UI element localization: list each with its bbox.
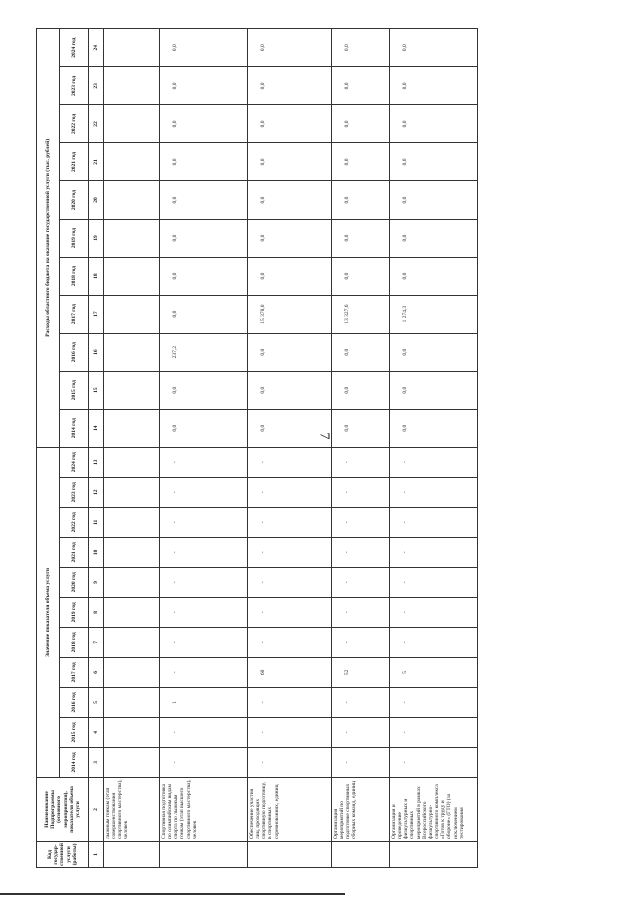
expense-value: 0,0 [160,143,248,181]
volume-value: - [390,627,478,657]
volume-value: - [160,717,248,747]
column-number: 22 [89,105,104,143]
volume-value: - [160,747,248,777]
expense-value: 13 327,6 [332,295,390,333]
expense-value: 0,0 [332,371,390,409]
column-number: 24 [89,29,104,67]
table-row [104,29,160,868]
volume-value: - [248,717,332,747]
row-code [248,841,332,867]
expense-value [104,333,160,371]
row-name: Организация и проведение физкультурных и спортивных мероприятий в рамках Всероссийского физкультурно-спортивного комплекса «Готов к труду и обороне» (ГТО) (за исключением тестирования [390,777,478,841]
header-volume-group: Значение показателя объема услуги [37,447,60,777]
volume-year-header: 2015 год [60,717,89,747]
volume-value: 5 [390,657,478,687]
volume-value: - [390,447,478,477]
column-numbers-row [89,29,104,868]
column-number: 11 [89,507,104,537]
column-number: 13 [89,447,104,477]
expense-value: 0,0 [332,143,390,181]
row-name: Обеспечение участия лиц, проходящих спортивную подготовку, в спортивных соревнованиях, единиц [248,777,332,841]
expense-value: 0,0 [390,143,478,181]
volume-value: - [332,537,390,567]
column-number: 4 [89,717,104,747]
volume-year-header: 2024 год [60,447,89,477]
rotated-table-container [36,28,626,868]
volume-value: - [248,747,332,777]
expense-value [104,219,160,257]
header-row-1 [37,29,60,868]
volume-value [104,597,160,627]
volume-year-header: 2023 год [60,477,89,507]
expense-value [104,105,160,143]
expense-value: 0,0 [332,67,390,105]
expense-year-header: 2016 год [60,333,89,371]
volume-value: - [160,477,248,507]
expense-value: 0,0 [248,333,332,371]
volume-value: - [332,477,390,507]
expense-value: 0,0 [248,219,332,257]
volume-year-header: 2021 год [60,537,89,567]
expense-value [104,67,160,105]
row-code [390,841,478,867]
volume-year-header: 2017 год [60,657,89,687]
volume-value: - [332,597,390,627]
column-number: 3 [89,747,104,777]
expense-value: 0,0 [248,181,332,219]
expense-year-header: 2017 год [60,295,89,333]
volume-value: - [160,507,248,537]
volume-year-header: 2022 год [60,507,89,537]
expense-value: 0,0 [160,371,248,409]
volume-value: - [248,507,332,537]
expense-value: 0,0 [160,29,248,67]
volume-value [104,537,160,567]
column-number: 17 [89,295,104,333]
expense-year-header: 2024 год [60,29,89,67]
column-number: 6 [89,657,104,687]
volume-value [104,477,160,507]
column-number: 2 [89,777,104,841]
volume-value: 52 [332,657,390,687]
expense-value: 237,2 [160,333,248,371]
volume-value: - [248,447,332,477]
volume-value: - [390,567,478,597]
volume-value: - [390,717,478,747]
column-number: 5 [89,687,104,717]
volume-value [104,627,160,657]
expense-value: 0,0 [390,257,478,295]
column-number: 20 [89,181,104,219]
row-code [160,841,248,867]
column-number: 18 [89,257,104,295]
expense-value: 0,0 [160,219,248,257]
expense-value [104,371,160,409]
column-number: 21 [89,143,104,181]
expense-value: 0,0 [160,67,248,105]
table-row [248,29,332,868]
expense-value [104,143,160,181]
volume-value [104,447,160,477]
expense-value: 1 274,3 [390,295,478,333]
expense-value: 0,0 [332,181,390,219]
expense-value: 0,0 [390,219,478,257]
expense-value: 0,0 [248,67,332,105]
volume-value: - [248,597,332,627]
volume-value: - [390,507,478,537]
volume-value [104,717,160,747]
expense-value: 0,0 [160,181,248,219]
volume-value: - [332,717,390,747]
expense-value: 0,0 [248,371,332,409]
column-number: 10 [89,537,104,567]
expense-value: 0,0 [390,67,478,105]
volume-value: - [390,687,478,717]
expense-year-header: 2019 год [60,219,89,257]
header-code: Код государ-ственной услуги (работы) [37,841,89,867]
volume-value [104,747,160,777]
volume-value: - [248,687,332,717]
expense-value: 0,0 [390,371,478,409]
expense-value: 0,0 [332,409,390,447]
volume-value: - [160,597,248,627]
volume-value: - [160,627,248,657]
volume-value: - [248,567,332,597]
column-number: 16 [89,333,104,371]
expense-value: 0,0 [160,295,248,333]
expense-value: 0,0 [248,29,332,67]
volume-value: - [248,537,332,567]
column-number: 8 [89,597,104,627]
expense-value: 0,0 [160,409,248,447]
expense-year-header: 2021 год [60,143,89,181]
volume-value: - [248,627,332,657]
volume-year-header: 2014 год [60,747,89,777]
volume-value: - [390,597,478,627]
volume-value: - [160,567,248,597]
volume-year-header: 2016 год [60,687,89,717]
volume-value: - [332,747,390,777]
table-row [332,29,390,868]
expense-year-header: 2015 год [60,371,89,409]
volume-value [104,657,160,687]
column-number: 12 [89,477,104,507]
expense-value: 0,0 [390,105,478,143]
expense-value: 0,0 [332,333,390,371]
expense-value: 0,0 [332,29,390,67]
volume-year-header: 2018 год [60,627,89,657]
row-code [332,841,390,867]
expense-year-header: 2018 год [60,257,89,295]
volume-value: - [160,537,248,567]
header-years-row [60,29,89,868]
scan-edge-line [0,893,345,895]
volume-value: - [390,747,478,777]
volume-value: - [332,447,390,477]
volume-value: - [332,687,390,717]
expense-value: 0,0 [390,333,478,371]
expense-value: 0,0 [248,257,332,295]
column-number: 15 [89,371,104,409]
volume-value: - [332,567,390,597]
expense-value [104,257,160,295]
expense-year-header: 2023 год [60,67,89,105]
expense-value: 0,0 [332,105,390,143]
volume-value: 1 [160,687,248,717]
volume-value [104,687,160,717]
expense-value: 0,0 [248,409,332,447]
volume-value: - [160,657,248,687]
table-row [390,29,478,868]
volume-value [104,567,160,597]
row-code [104,841,160,867]
expense-year-header: 2020 год [60,181,89,219]
column-number: 9 [89,567,104,597]
volume-value: - [248,477,332,507]
budget-table [36,28,478,868]
expense-value: 0,0 [390,29,478,67]
volume-value: - [332,507,390,537]
volume-year-header: 2019 год [60,597,89,627]
row-name: Организация мероприятий по подготовке спортивных сборных команд, единиц [332,777,390,841]
expense-value: 0,0 [248,143,332,181]
expense-value: 15 378,0 [248,295,332,333]
row-name: Спортивная подготовка по олимпийским видам спорта по лыжным гонкам (этап высшего спортивного мастерства), человек [160,777,248,841]
page-number: 7 [316,432,332,440]
column-number: 19 [89,219,104,257]
volume-value: - [332,627,390,657]
volume-value: - [390,537,478,567]
volume-value [104,507,160,537]
expense-value [104,29,160,67]
volume-value: 60 [248,657,332,687]
header-name: Наименование Подпрограммы (основного мероприятия), показателя объема услуги [37,777,89,841]
table-row [160,29,248,868]
expense-value [104,181,160,219]
column-number: 23 [89,67,104,105]
column-number: 1 [89,841,104,867]
expense-value: 0,0 [160,257,248,295]
expense-year-header: 2014 год [60,409,89,447]
expense-value: 0,0 [332,257,390,295]
header-expense-group: Расходы областного бюджета на оказание государственной услуги (тыс. рублей) [37,29,60,448]
row-name: лыжным гонкам (этап совершенствования спортивного мастерства), человек [104,777,160,841]
expense-value: 0,0 [160,105,248,143]
expense-value: 0,0 [390,409,478,447]
expense-value: 0,0 [390,181,478,219]
volume-year-header: 2020 год [60,567,89,597]
expense-value [104,295,160,333]
volume-value: - [160,447,248,477]
expense-value: 0,0 [332,219,390,257]
column-number: 14 [89,409,104,447]
volume-value: - [390,477,478,507]
expense-value [104,409,160,447]
expense-year-header: 2022 год [60,105,89,143]
column-number: 7 [89,627,104,657]
expense-value: 0,0 [248,105,332,143]
